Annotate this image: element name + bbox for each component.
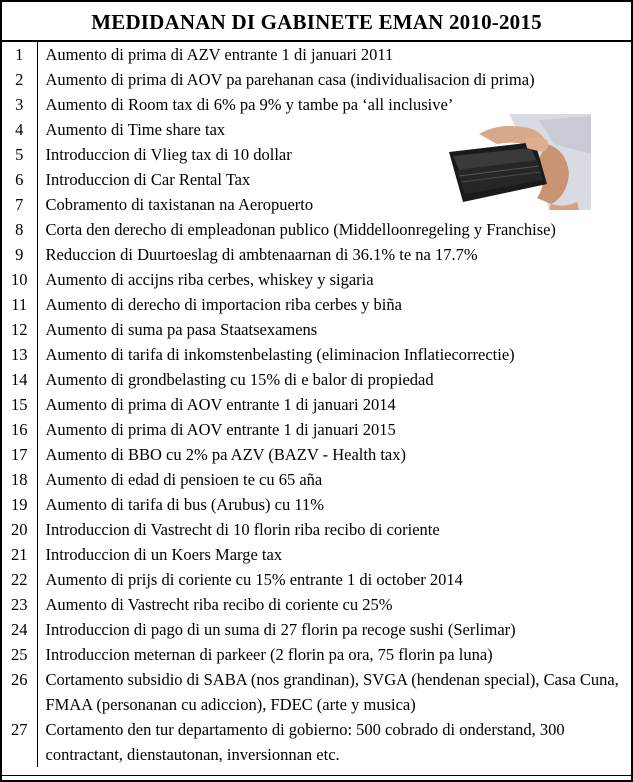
document-title: MEDIDANAN DI GABINETE EMAN 2010-2015 [2,2,631,42]
item-text: Aumento di grondbelasting cu 15% di e balor di propiedad [45,370,434,389]
item-number: 4 [2,117,37,142]
table-row [2,642,631,667]
item-text: Corta den derecho di empleadonan publico (Middelloonregeling y Franchise) [45,220,556,239]
item-number: 26 [2,667,37,717]
table-row [2,392,631,417]
item-number: 5 [2,142,37,167]
item-number: 16 [2,417,37,442]
item-text: Aumento di tarifa di bus (Arubus) cu 11% [45,495,324,514]
item-number: 6 [2,167,37,192]
item-number: 18 [2,467,37,492]
table-row [2,667,631,717]
table-row [2,492,631,517]
item-number: 11 [2,292,37,317]
item-number: 8 [2,217,37,242]
item-text: Aumento di BBO cu 2% pa AZV (BAZV - Health tax) [45,445,407,464]
table-row [2,317,631,342]
item-number: 23 [2,592,37,617]
item-text: Aumento di prijs di coriente cu 15% entrante 1 di october 2014 [45,570,463,589]
table-row [2,617,631,642]
table-row [2,467,631,492]
item-text: Aumento di derecho di importacion riba cerbes y biña [45,295,402,314]
table-row [2,567,631,592]
item-text: Aumento di Time share tax [45,120,226,139]
table-row [2,417,631,442]
item-text: Aumento di edad di pensioen te cu 65 aña [45,470,323,489]
item-number: 13 [2,342,37,367]
table-row [2,67,631,92]
item-number: 10 [2,267,37,292]
item-text: Aumento di Vastrecht riba recibo di coriente cu 25% [45,595,393,614]
item-text: Cortamento subsidio di SABA (nos grandinan), SVGA (hendenan special), Casa Cuna, FMAA (personanan cu adiccion), FDEC (arte y musica) [45,670,619,714]
table-row [2,342,631,367]
item-number: 14 [2,367,37,392]
item-number: 1 [2,42,37,67]
table-row [2,542,631,567]
item-text: Reduccion di Duurtoeslag di ambtenaarnan di 36.1% te na 17.7% [45,245,478,264]
item-text: Cobramento di taxistanan na Aeropuerto [45,195,314,214]
item-number: 2 [2,67,37,92]
item-number: 24 [2,617,37,642]
item-text: Aumento di prima di AOV pa parehanan casa (individualisacion di prima) [45,70,535,89]
item-text: Aumento di prima di AZV entrante 1 di januari 2011 [45,45,394,64]
item-text: Introduccion di pago di un suma di 27 florin pa recoge sushi (Serlimar) [45,620,516,639]
item-text: Aumento di prima di AOV entrante 1 di januari 2015 [45,420,396,439]
table-row [2,267,631,292]
item-number: 3 [2,92,37,117]
item-number: 12 [2,317,37,342]
item-number: 9 [2,242,37,267]
table-row [2,42,631,67]
item-text: Cortamento den tur departamento di gobierno: 500 cobrado di onderstand, 300 contractant, dienstautonan, inversionnan etc. [45,720,565,764]
empty-wallet-photo [439,114,591,210]
table-row [2,217,631,242]
item-number: 19 [2,492,37,517]
bottom-rule [2,775,631,776]
item-text: Aumento di suma pa pasa Staatsexamens [45,320,318,339]
item-text: Introduccion meternan di parkeer (2 florin pa ora, 75 florin pa luna) [45,645,493,664]
item-text: Aumento di Room tax di 6% pa 9% y tambe pa ‘all inclusive’ [45,95,454,114]
item-text: Introduccion di Vlieg tax di 10 dollar [45,145,292,164]
item-text: Introduccion di Vastrecht di 10 florin riba recibo di coriente [45,520,440,539]
item-number: 15 [2,392,37,417]
item-number: 7 [2,192,37,217]
item-number: 22 [2,567,37,592]
item-text: Aumento di tarifa di inkomstenbelasting (eliminacion Inflatiecorrectie) [45,345,515,364]
table-row [2,442,631,467]
item-number: 20 [2,517,37,542]
item-text: Aumento di prima di AOV entrante 1 di januari 2014 [45,395,396,414]
table-row [2,242,631,267]
table-row [2,367,631,392]
item-number: 25 [2,642,37,667]
item-text: Aumento di accijns riba cerbes, whiskey y sigaria [45,270,374,289]
item-text: Introduccion di Car Rental Tax [45,170,251,189]
table-row [2,717,631,767]
item-number: 21 [2,542,37,567]
item-text: Introduccion di un Koers Marge tax [45,545,283,564]
table-row [2,517,631,542]
item-number: 17 [2,442,37,467]
table-row [2,292,631,317]
item-number: 27 [2,717,37,767]
table-row [2,592,631,617]
